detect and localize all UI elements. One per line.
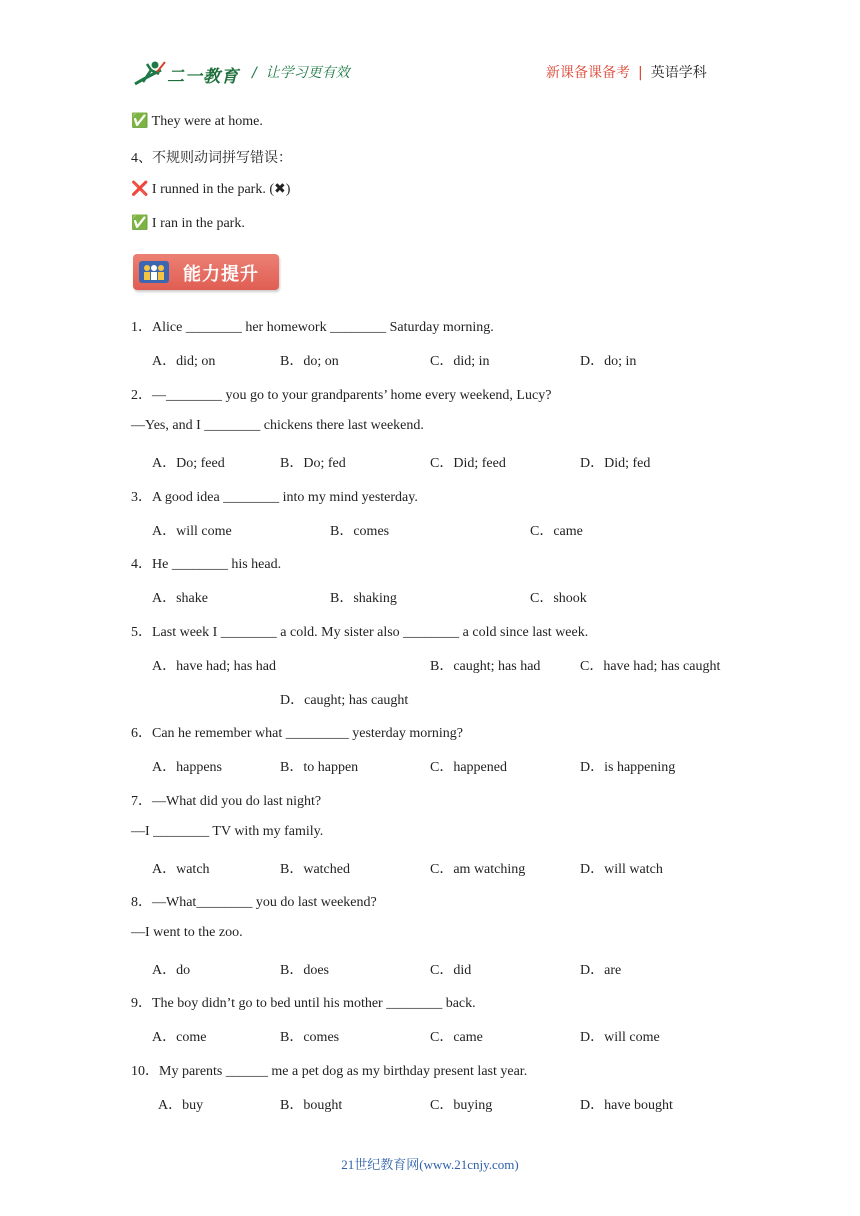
header-subject bbox=[546, 62, 707, 82]
q1-option-c: C．did; in bbox=[430, 354, 490, 369]
intro-line-2: 4、不规则动词拼写错误： bbox=[131, 151, 292, 166]
q7-option-d: D．will watch bbox=[580, 862, 663, 877]
q3-option-c: C．came bbox=[530, 524, 583, 539]
q7-option-a: A．watch bbox=[152, 862, 210, 877]
q2-option-d: D．Did; fed bbox=[580, 456, 651, 471]
q9-option-c: C．came bbox=[430, 1030, 483, 1045]
question-5: 5．Last week I ________ a cold. My sister also ________ a cold since last week. bbox=[131, 625, 589, 640]
q8-option-b: B．does bbox=[280, 963, 329, 978]
q6-option-c: C．happened bbox=[430, 760, 507, 775]
question-2-reply: —Yes, and I ________ chickens there last weekend. bbox=[131, 418, 424, 433]
question-9: 9．The boy didn’t go to bed until his mother ________ back. bbox=[131, 996, 476, 1011]
q5-option-a: A．have had; has had bbox=[152, 659, 277, 674]
q2-option-c: C．Did; feed bbox=[430, 456, 506, 471]
runner-logo-icon bbox=[131, 60, 167, 88]
header-separator: | bbox=[638, 65, 643, 81]
q9-option-d: D．will come bbox=[580, 1030, 660, 1045]
q5-option-d: D．caught; has caught bbox=[280, 693, 409, 708]
header-subject-label: 英语学科 bbox=[650, 65, 707, 81]
footer-source[interactable]: 21世纪教育网(www.21cnjy.com) bbox=[341, 1157, 519, 1172]
q9-option-a: A．come bbox=[152, 1030, 207, 1045]
q4-option-a: A．shake bbox=[152, 591, 208, 606]
question-3: 3．A good idea ________ into my mind yesterday. bbox=[131, 490, 418, 505]
logo-text: 二一教育 bbox=[167, 67, 239, 87]
header-slogan: / 让学习更有效 bbox=[252, 65, 350, 81]
q7-option-c: C．am watching bbox=[430, 862, 526, 877]
q4-option-c: C．shook bbox=[530, 591, 587, 606]
people-icon bbox=[139, 261, 169, 283]
q7-option-b: B．watched bbox=[280, 862, 350, 877]
q9-option-b: B．comes bbox=[280, 1030, 340, 1045]
q10-option-a: A．buy bbox=[158, 1098, 204, 1113]
q1-option-a: A．did; on bbox=[152, 354, 216, 369]
question-8-reply: —I went to the zoo. bbox=[131, 925, 243, 940]
q1-option-b: B．do; on bbox=[280, 354, 339, 369]
brand-logo bbox=[131, 60, 251, 88]
question-2: 2．—________ you go to your grandparents’ home every weekend, Lucy? bbox=[131, 388, 552, 403]
q6-option-a: A．happens bbox=[152, 760, 222, 775]
q6-option-d: D．is happening bbox=[580, 760, 676, 775]
question-6: 6．Can he remember what _________ yesterday morning? bbox=[131, 726, 464, 741]
question-10: 10．My parents ______ me a pet dog as my birthday present last year. bbox=[131, 1064, 528, 1079]
q10-option-b: B．bought bbox=[280, 1098, 343, 1113]
q10-option-c: C．buying bbox=[430, 1098, 493, 1113]
question-7: 7．—What did you do last night? bbox=[131, 794, 322, 809]
banner-title: 能力提升 bbox=[183, 264, 259, 285]
q6-option-b: B．to happen bbox=[280, 760, 359, 775]
question-4: 4．He ________ his head. bbox=[131, 557, 282, 572]
question-8: 8．—What________ you do last weekend? bbox=[131, 895, 377, 910]
intro-line-4: ✅ I ran in the park. bbox=[131, 216, 245, 231]
header-tagline: 新课备课备考 bbox=[546, 65, 630, 81]
q3-option-b: B．comes bbox=[330, 524, 390, 539]
q2-option-b: B．Do; fed bbox=[280, 456, 346, 471]
q8-option-c: C．did bbox=[430, 963, 472, 978]
q10-option-d: D．have bought bbox=[580, 1098, 673, 1113]
q5-option-c: C．have had; has caught bbox=[580, 659, 721, 674]
q8-option-a: A．do bbox=[152, 963, 191, 978]
q2-option-a: A．Do; feed bbox=[152, 456, 225, 471]
question-1: 1．Alice ________ her homework ________ Saturday morning. bbox=[131, 320, 494, 335]
q1-option-d: D．do; in bbox=[580, 354, 637, 369]
section-banner bbox=[133, 254, 279, 290]
q4-option-b: B．shaking bbox=[330, 591, 397, 606]
q3-option-a: A．will come bbox=[152, 524, 232, 539]
question-7-reply: —I ________ TV with my family. bbox=[131, 824, 324, 839]
intro-line-3: ❌ I runned in the park. (✖) bbox=[131, 182, 291, 197]
q8-option-d: D．are bbox=[580, 963, 622, 978]
q5-option-b: B．caught; has had bbox=[430, 659, 541, 674]
intro-line-1: ✅ They were at home. bbox=[131, 114, 263, 129]
